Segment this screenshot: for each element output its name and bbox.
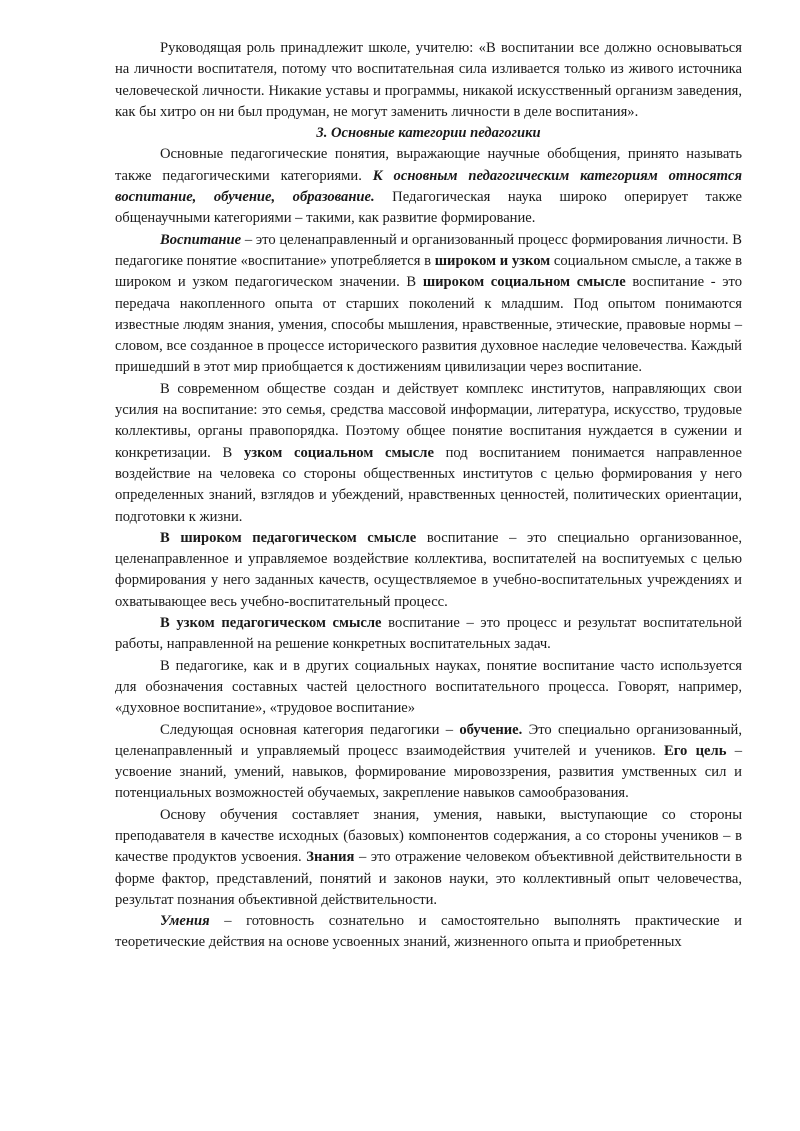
term-broad-pedagogical: В широком педагогическом смысле <box>160 529 417 546</box>
term-goal: Его цель <box>664 742 727 759</box>
paragraph-skills <box>115 911 742 954</box>
text-run: Основу обучения составляет знания, умения, навыки, выступающие со стороны преподавателя в качестве исходных (базовых) компонентов содержания, а со стороны учеников – в качестве продуктов усвоения. <box>115 806 742 866</box>
paragraph-social-sciences: В педагогике, как и в других социальных науках, понятие воспитание часто используется для обозначения составных частей целостного воспитательного процесса. Говорят, например, «духовное воспитание», «трудовое воспитание» <box>115 657 742 717</box>
text-run: В современном обществе создан и действует комплекс институтов, направляющих свои усилия на воспитание: это семья, средства массовой информации, литература, искусство, трудовые коллективы, органы правопорядка. Поэтому общее понятие воспитания нуждается в сужении и конкретизации. В <box>115 380 742 461</box>
text-run: – усвоение знаний, умений, навыков, формирование мировоззрения, развития умственных сил и потенциальных возможностей обучаемых, закрепление навыков самообразования. <box>115 742 743 802</box>
paragraph-basic-concepts <box>115 144 742 229</box>
text-run: – готовность сознательно и самостоятельно выполнять практические и теоретические действия на основе усвоенных знаний, жизненного опыта и приобретенных <box>115 913 742 951</box>
paragraph-upbringing-definition <box>115 230 742 379</box>
term-broad-narrow: широком и узком <box>434 252 551 269</box>
text-run: воспитание – это специально организованное, целенаправленное и управляемое воздействие коллектива, воспитателей на воспитуемых с целью формирования у него заданных качеств, осуществляемое в учебно-воспитательных учреждениях и охватывающее весь учебно-воспитательный процесс. <box>115 529 742 610</box>
text-run: под воспитанием понимается направленное воздействие на человека со стороны общественных институтов с целью формирования у него определенных знаний, взглядов и убеждений, нравственных ценностей, политических ориентации, подготовки к жизни. <box>115 444 742 525</box>
text-run: Педагогическая наука широко оперирует также общенаучными категориями – такими, как развитие формирование. <box>115 189 742 227</box>
paragraph-modern-society <box>115 379 742 528</box>
text-run: воспитание – это процесс и результат воспитательной работы, направленной на решение конкретных воспитательных задач. <box>115 615 742 653</box>
text-run: воспитание - это передача накопленного опыта от старших поколений к младшим. Под опытом понимаются известные людям знания, умения, способы мышления, нравственные, этические, правовые нормы – словом, все созданное в процессе исторического развития духовное наследие человечества. Каждый пришедший в этот мир приобщается к достижениям цивилизации через воспитание. <box>115 274 743 376</box>
document-page <box>115 38 742 954</box>
paragraph-broad-pedagogical <box>115 528 742 613</box>
paragraph-learning <box>115 720 742 805</box>
term-broad-social: широком социальном смысле <box>422 274 626 291</box>
emphasis-categories: К основным педагогическим категориям относятся воспитание, обучение, образование. <box>115 167 742 206</box>
text-run: – это целенаправленный и организованный процесс формирования личности. В педагогике понятие «воспитание» употребляется в <box>115 231 742 269</box>
term-upbringing: Воспитание <box>160 231 242 248</box>
paragraph-knowledge <box>115 805 742 911</box>
term-narrow-social: узком социальном смысле <box>243 444 434 461</box>
text-run: социальном смысле, а также в широком и узком педагогическом значении. В <box>115 252 742 291</box>
term-learning: обучение. <box>459 721 523 738</box>
term-knowledge: Знания <box>306 849 355 866</box>
paragraph-narrow-pedagogical <box>115 613 742 656</box>
text-run: Основные педагогические понятия, выражающие научные обобщения, принято называть также педагогическими категориями. <box>115 146 742 184</box>
paragraph-leadership-role: Руководящая роль принадлежит школе, учителю: «В воспитании все должно основываться на личности воспитателя, потому что воспитательная сила изливается только из живого источника человеческой личности. Никакие уставы и программы, никакой искусственный организм заведения, как бы хитро он ни был продуман, не могут заменить личности в деле воспитания». <box>115 40 742 120</box>
term-skills: Умения <box>160 913 210 930</box>
text-run: Это специально организованный, целенаправленный и управляемый процесс взаимодействия учителей и учеников. <box>115 721 743 759</box>
text-run: – это отражение человеком объективной действительности в форме фактор, представлений, понятий и законов науки, это коллективный опыт человечества, результат познания объективной действительности. <box>115 849 742 908</box>
text-run: Следующая основная категория педагогики – <box>160 721 460 738</box>
section-heading: 3. Основные категории педагогики <box>316 125 541 142</box>
term-narrow-pedagogical: В узком педагогическом смысле <box>160 615 382 632</box>
